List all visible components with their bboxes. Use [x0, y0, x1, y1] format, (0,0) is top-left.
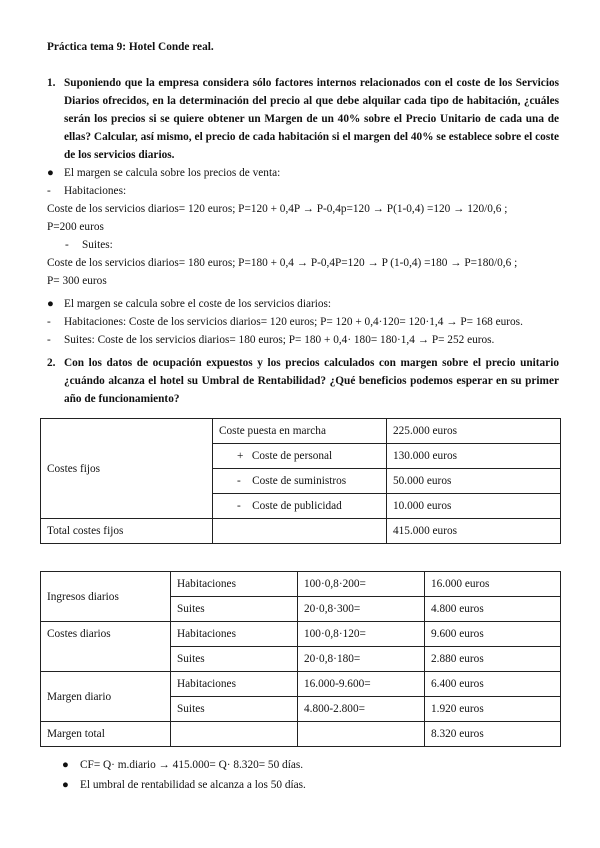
text: P=200 euros [47, 221, 104, 233]
cell: 100·0,8·200= [298, 572, 425, 597]
cell-label: Coste puesta en marcha [219, 425, 326, 437]
cell: Ingresos diarios [41, 572, 171, 622]
cell: Margen total [41, 722, 171, 747]
cell: Total costes fijos [41, 519, 213, 544]
cell: Suites [171, 697, 298, 722]
table-row [41, 572, 561, 597]
dash-item [47, 182, 559, 200]
cell: 10.000 euros [387, 494, 561, 519]
dash-icon: - [65, 239, 69, 251]
cell: 225.000 euros [387, 419, 561, 444]
table-row [41, 519, 561, 544]
bullet-text: El umbral de rentabilidad se alcanza a los 50 días. [80, 779, 306, 791]
cell: 415.000 euros [387, 519, 561, 544]
cell-label: Coste de publicidad [252, 500, 342, 512]
text: Suites: Coste de los servicios diarios= 180 euros; P= 180 + 0,4· 180= 180·1,4 → P= 252 euros. [64, 334, 495, 346]
bullet-text: CF= Q· m.diario → 415.000= Q· 8.320= 50 días. [80, 759, 304, 771]
dash-icon: - [47, 334, 51, 346]
bullet-text: El margen se calcula sobre los precios de venta: [64, 167, 281, 179]
cell: 16.000 euros [425, 572, 561, 597]
cell [171, 722, 298, 747]
text: Coste de los servicios diarios= 180 euros; P=180 + 0,4 → P-0,4P=120 → P (1-0,4) =180 → P=180/0,6 ; [47, 257, 518, 269]
cell-sign: - [237, 500, 241, 512]
cell: 100·0,8·120= [298, 622, 425, 647]
bullet-item [47, 295, 559, 313]
cell: 8.320 euros [425, 722, 561, 747]
question-number: 1. [47, 77, 56, 89]
cell [213, 469, 387, 494]
cell: 130.000 euros [387, 444, 561, 469]
text: Habitaciones: [64, 185, 127, 197]
cell: Suites [171, 597, 298, 622]
table-row [41, 419, 561, 444]
cell: 6.400 euros [425, 672, 561, 697]
question-text: Con los datos de ocupación expuestos y los precios calculados con margen sobre el precio unitario ¿cuándo alcanza el hotel su Umbral de Rentabilidad? ¿Qué beneficios podemos esperar en su primer año de funcionamiento? [64, 357, 559, 405]
cell: 16.000-9.600= [298, 672, 425, 697]
cell [213, 419, 387, 444]
dash-item [47, 313, 559, 331]
cell: 50.000 euros [387, 469, 561, 494]
cell: Costes diarios [41, 622, 171, 672]
text: P= 300 euros [47, 275, 107, 287]
dash-item [47, 331, 559, 349]
table-row [41, 722, 561, 747]
dash-item [65, 236, 559, 254]
question-1 [47, 74, 559, 164]
cell: 20·0,8·300= [298, 597, 425, 622]
bullet-icon: ● [62, 779, 69, 791]
cell: Habitaciones [171, 672, 298, 697]
daily-margin-table [40, 571, 561, 747]
cell-sign: + [237, 450, 244, 462]
cell [298, 722, 425, 747]
cell-label: Coste de suministros [252, 475, 347, 487]
cell: Costes fijos [41, 419, 213, 519]
conclusion-item [47, 775, 559, 795]
cell [213, 444, 387, 469]
fixed-costs-table [40, 418, 561, 544]
cell: 4.800-2.800= [298, 697, 425, 722]
cell: Margen diario [41, 672, 171, 722]
cell [213, 519, 387, 544]
cell: 1.920 euros [425, 697, 561, 722]
cell [213, 494, 387, 519]
cell: Suites [171, 647, 298, 672]
text: Habitaciones: Coste de los servicios diarios= 120 euros; P= 120 + 0,4·120= 120·1,4 → P= 168 euros. [64, 316, 523, 328]
conclusion-item [47, 755, 559, 775]
dash-icon: - [47, 316, 51, 328]
cell: 9.600 euros [425, 622, 561, 647]
table-row [41, 622, 561, 647]
bullet-icon: ● [47, 167, 54, 179]
bullet-icon: ● [62, 759, 69, 771]
cell: Habitaciones [171, 622, 298, 647]
table-row [41, 672, 561, 697]
bullet-text: El margen se calcula sobre el coste de los servicios diarios: [64, 298, 332, 310]
document-title: Práctica tema 9: Hotel Conde real. [47, 41, 214, 53]
question-number: 2. [47, 357, 56, 369]
cell: 20·0,8·180= [298, 647, 425, 672]
cell: 2.880 euros [425, 647, 561, 672]
cell-sign: - [237, 475, 241, 487]
cell: Habitaciones [171, 572, 298, 597]
dash-icon: - [47, 185, 51, 197]
cell: 4.800 euros [425, 597, 561, 622]
question-text: Suponiendo que la empresa considera sólo factores internos relacionados con el coste de los Servicios Diarios ofrecidos, en la determinación del precio al que debe alquilar cada tipo de habitación, ¿cuáles serán los precios si se quiere obtener un Margen de un 40% sobre el Precio Unitario de cada una de ellas? Calcular, así mismo, el precio de cada habitación si el margen del 40% se establece sobre el coste de los servicios diarios. [64, 77, 559, 161]
question-2 [47, 354, 559, 408]
text: Coste de los servicios diarios= 120 euros; P=120 + 0,4P → P-0,4p=120 → P(1-0,4) =120 → 120/0,6 ; [47, 203, 508, 215]
bullet-icon: ● [47, 298, 54, 310]
bullet-item [47, 164, 559, 182]
cell-label: Coste de personal [251, 450, 333, 462]
text: Suites: [82, 239, 113, 251]
